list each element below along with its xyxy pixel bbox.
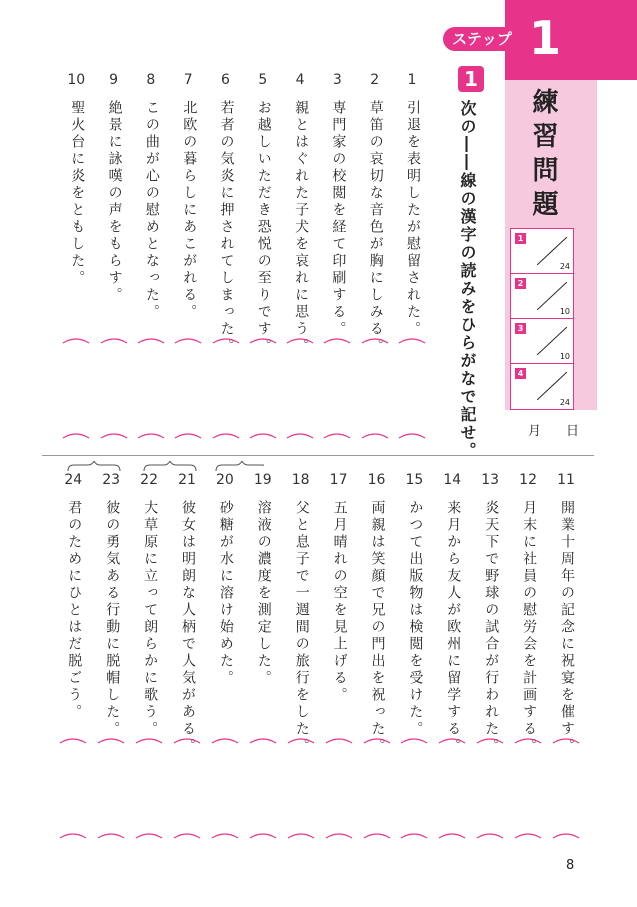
answer-arc xyxy=(58,830,88,840)
score-section-number: 4 xyxy=(515,368,526,379)
answer-arc xyxy=(362,830,392,840)
question-text: 大草原に立って朗らかに歌う。 xyxy=(142,500,159,738)
date-month: 月 xyxy=(528,424,542,439)
question-number: 17 xyxy=(329,472,348,488)
score-row xyxy=(511,274,573,319)
answer-arc xyxy=(211,430,241,440)
question-number: 11 xyxy=(557,472,575,488)
answer-arc xyxy=(475,830,505,840)
answer-arc xyxy=(437,735,467,745)
answer-arc xyxy=(99,430,129,440)
question-text: 開業十周年の記念に祝宴を催す。 xyxy=(559,500,575,755)
question-number: 20 xyxy=(215,472,234,488)
answer-arc xyxy=(248,430,278,440)
section-badge: 1 xyxy=(458,66,484,92)
answer-arc xyxy=(324,830,354,840)
answer-arc xyxy=(360,335,390,345)
question-text: 彼の勇気ある行動に脱帽した。 xyxy=(104,500,121,738)
question-number: 10 xyxy=(67,72,86,88)
answer-arc xyxy=(248,830,278,840)
answer-arc xyxy=(399,830,429,840)
question-number: 22 xyxy=(140,472,158,488)
slash-icon xyxy=(537,237,567,265)
answer-arc xyxy=(248,335,278,345)
answer-arc xyxy=(134,830,164,840)
answer-arc xyxy=(211,335,241,345)
score-section-number: 3 xyxy=(515,323,526,334)
answer-arc xyxy=(173,430,203,440)
answer-arc xyxy=(513,735,543,745)
question-number: 9 xyxy=(109,72,119,88)
question-number: 3 xyxy=(332,72,342,88)
question-number: 14 xyxy=(443,472,462,488)
answer-arc xyxy=(96,735,126,745)
answer-arc xyxy=(248,735,278,745)
question-text: 北欧の暮らしにあこがれる。 xyxy=(181,100,198,321)
pair-brackets xyxy=(64,461,264,473)
answer-arc xyxy=(172,735,202,745)
divider xyxy=(42,455,594,456)
answer-arc xyxy=(360,430,390,440)
answer-arc xyxy=(61,430,91,440)
answer-arc xyxy=(399,735,429,745)
question-text: 専門家の校閲を経て印刷する。 xyxy=(330,100,347,338)
question-number: 1 xyxy=(407,72,417,88)
score-box xyxy=(510,228,574,410)
score-row xyxy=(511,229,573,274)
answer-arc xyxy=(61,335,91,345)
question-number: 4 xyxy=(295,72,305,88)
answer-arc xyxy=(397,430,427,440)
question-number: 13 xyxy=(481,472,500,488)
answer-arc xyxy=(285,430,315,440)
score-max: 24 xyxy=(559,262,570,271)
slash-icon xyxy=(537,327,567,355)
answer-arc xyxy=(437,830,467,840)
answer-arc xyxy=(173,335,203,345)
question-text: 炎天下で野球の試合が行われた。 xyxy=(483,500,500,755)
answer-arc xyxy=(551,830,581,840)
answer-arc xyxy=(58,735,88,745)
answer-arc xyxy=(362,735,392,745)
answer-arc xyxy=(210,830,240,840)
question-text: 草笛の哀切な音色が胸にしみる。 xyxy=(367,100,384,355)
question-number: 19 xyxy=(253,472,272,488)
answer-arc xyxy=(322,430,352,440)
instruction: 次の――線の漢字の読みをひらがなで記せ。 xyxy=(458,100,477,460)
question-number: 6 xyxy=(221,72,230,88)
question-text: 五月晴れの空を見上げる。 xyxy=(331,500,348,704)
answer-arc xyxy=(136,335,166,345)
question-text: 溶液の濃度を測定した。 xyxy=(255,500,272,687)
step-label: ステップ xyxy=(443,27,521,51)
question-number: 8 xyxy=(146,72,156,88)
answer-arc xyxy=(397,335,427,345)
score-section-number: 2 xyxy=(515,278,526,289)
question-text: 聖火台に炎をともした。 xyxy=(69,100,86,287)
score-row xyxy=(511,319,573,364)
answer-arc xyxy=(134,735,164,745)
question-number: 21 xyxy=(178,472,196,488)
answer-arc xyxy=(99,335,129,345)
question-number: 15 xyxy=(405,472,424,488)
question-number: 16 xyxy=(367,472,386,488)
answer-arc xyxy=(136,430,166,440)
question-number: 2 xyxy=(370,72,380,88)
question-number: 7 xyxy=(183,72,193,88)
question-number: 18 xyxy=(291,472,310,488)
date-day: 日 xyxy=(566,424,580,439)
question-text: 引退を表明したが慰留された。 xyxy=(405,100,421,338)
question-number: 23 xyxy=(102,472,121,488)
question-text: かつて出版物は検閲を受けた。 xyxy=(407,500,424,738)
slash-icon xyxy=(537,282,567,310)
step-number: 1 xyxy=(528,11,561,65)
answer-arc xyxy=(551,735,581,745)
question-number: 5 xyxy=(258,72,268,88)
question-text: 若者の気炎に押されてしまった。 xyxy=(218,100,235,355)
page-number: 8 xyxy=(566,858,575,873)
score-max: 10 xyxy=(559,352,570,361)
score-max: 24 xyxy=(559,398,570,407)
question-text: 父と息子で一週間の旅行をした。 xyxy=(293,500,310,755)
question-text: この曲が心の慰めとなった。 xyxy=(143,100,160,321)
answer-arc xyxy=(322,335,352,345)
answer-arc xyxy=(96,830,126,840)
question-number: 12 xyxy=(519,472,537,488)
answer-arc xyxy=(286,735,316,745)
answer-arc xyxy=(210,735,240,745)
answer-arc xyxy=(285,335,315,345)
question-text: お越しいただき恐悦の至りです。 xyxy=(255,100,272,355)
question-text: 親とはぐれた子犬を哀れに思う。 xyxy=(293,100,310,355)
question-text: 君のためにひとはだ脱ごう。 xyxy=(66,500,83,721)
answer-arc xyxy=(172,830,202,840)
question-text: 両親は笑顔で兄の門出を祝った。 xyxy=(369,500,386,755)
question-text: 砂糖が水に溶け始めた。 xyxy=(217,500,234,687)
answer-arc xyxy=(475,735,505,745)
question-text: 来月から友人が欧州に留学する。 xyxy=(445,500,462,755)
score-section-number: 1 xyxy=(515,233,526,244)
panel-title: 練習問題 xyxy=(528,88,558,224)
question-text: 彼女は明朗な人柄で人気がある。 xyxy=(180,500,196,755)
score-max: 10 xyxy=(559,307,570,316)
slash-icon xyxy=(537,372,567,400)
question-text: 絶景に詠嘆の声をもらす。 xyxy=(106,100,123,304)
score-row xyxy=(511,364,573,409)
question-text: 月末に社員の慰労会を計画する。 xyxy=(521,500,538,755)
answer-arc xyxy=(513,830,543,840)
answer-arc xyxy=(286,830,316,840)
question-number: 24 xyxy=(64,472,83,488)
answer-arc xyxy=(324,735,354,745)
